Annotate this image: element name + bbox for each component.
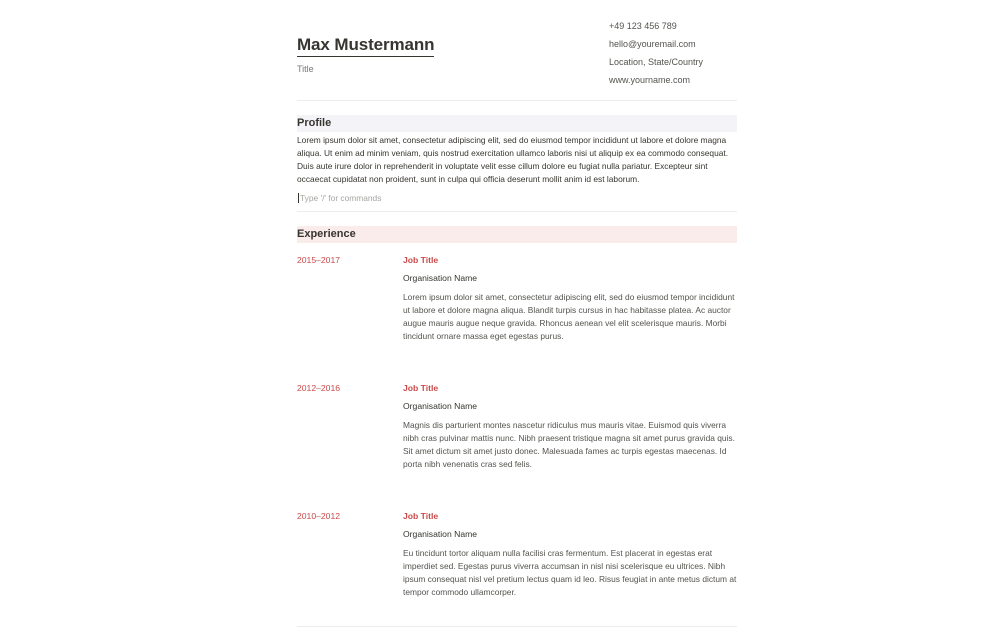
- contact-block: [609, 20, 703, 92]
- resume-header: [297, 0, 737, 101]
- experience-heading[interactable]: Experience: [297, 226, 737, 243]
- entry-body: [403, 255, 737, 343]
- profile-heading[interactable]: Profile: [297, 115, 737, 132]
- entry-organisation[interactable]: Organisation Name: [403, 401, 478, 411]
- command-placeholder: Type '/' for commands: [300, 193, 382, 203]
- entry-date[interactable]: 2015–2017: [297, 255, 341, 265]
- entry-body: [403, 511, 737, 599]
- section-divider: [297, 211, 737, 212]
- experience-entry: [297, 371, 737, 499]
- entry-job-title[interactable]: Job Title: [403, 383, 439, 393]
- entry-organisation[interactable]: Organisation Name: [403, 273, 478, 283]
- experience-entry: [297, 499, 737, 627]
- profile-text[interactable]: Lorem ipsum dolor sit amet, consectetur adipiscing elit, sed do eiusmod tempor incididunt ut labore et dolore magna aliqua. Ut enim ad minim veniam, quis nostrud exercitation ullamco laboris nisi ut aliquip ex ea commodo consequat. Duis aute irure dolor in reprehenderit in voluptate velit esse cillum dolore eu fugiat nulla pariatur. Excepteur sint occaecat cupidatat non proident, sunt in culpa qui officia deserunt mollit anim id est laborum.: [297, 135, 729, 184]
- entry-date[interactable]: 2010–2012: [297, 511, 341, 521]
- email-address[interactable]: hello@youremail.com: [609, 39, 696, 49]
- entry-organisation[interactable]: Organisation Name: [403, 529, 478, 539]
- entry-date[interactable]: 2012–2016: [297, 383, 341, 393]
- text-caret: [298, 193, 299, 203]
- entry-job-title[interactable]: Job Title: [403, 255, 439, 265]
- entry-description[interactable]: Magnis dis parturient montes nascetur ridiculus mus mauris vitae. Euismod quis viverra nibh cras pulvinar mattis nunc. Nibh praesent tristique magna sit amet purus gravida quis. Sit amet dictum sit amet justo donec. Malesuada fames ac turpis egestas maecenas. Id porta nibh venenatis cras sed felis.: [403, 420, 735, 469]
- full-name[interactable]: Max Mustermann: [297, 35, 434, 57]
- entry-description[interactable]: Eu tincidunt tortor aliquam nulla facilisi cras fermentum. Est placerat in egestas erat imperdiet sed. Egestas purus viverra accumsan in nisl nisi scelerisque eu ultrices. Nibh ipsum consequat nisl vel pretium lectus quam id leo. Risus feugiat in ante metus dictum at tempor commodo ullamcorper.: [403, 548, 737, 597]
- experience-entry: [297, 243, 737, 371]
- job-title-subtitle[interactable]: Title: [297, 64, 314, 74]
- command-input[interactable]: [297, 191, 737, 205]
- website[interactable]: www.yourname.com: [609, 75, 691, 85]
- location[interactable]: Location, State/Country: [609, 57, 704, 67]
- bottom-divider: [297, 626, 737, 627]
- entry-body: [403, 383, 737, 471]
- phone-number[interactable]: +49 123 456 789: [609, 21, 677, 31]
- entry-description[interactable]: Lorem ipsum dolor sit amet, consectetur adipiscing elit, sed do eiusmod tempor incididunt ut labore et dolore magna aliqua. Blandit turpis cursus in hac habitasse platea. Ac auctor augue mauris augue neque gravida. Rhoncus aenean vel elit scelerisque mauris. Morbi tincidunt ornare massa eget egestas purus.: [403, 292, 735, 341]
- entry-job-title[interactable]: Job Title: [403, 511, 439, 521]
- resume-page: [297, 0, 737, 627]
